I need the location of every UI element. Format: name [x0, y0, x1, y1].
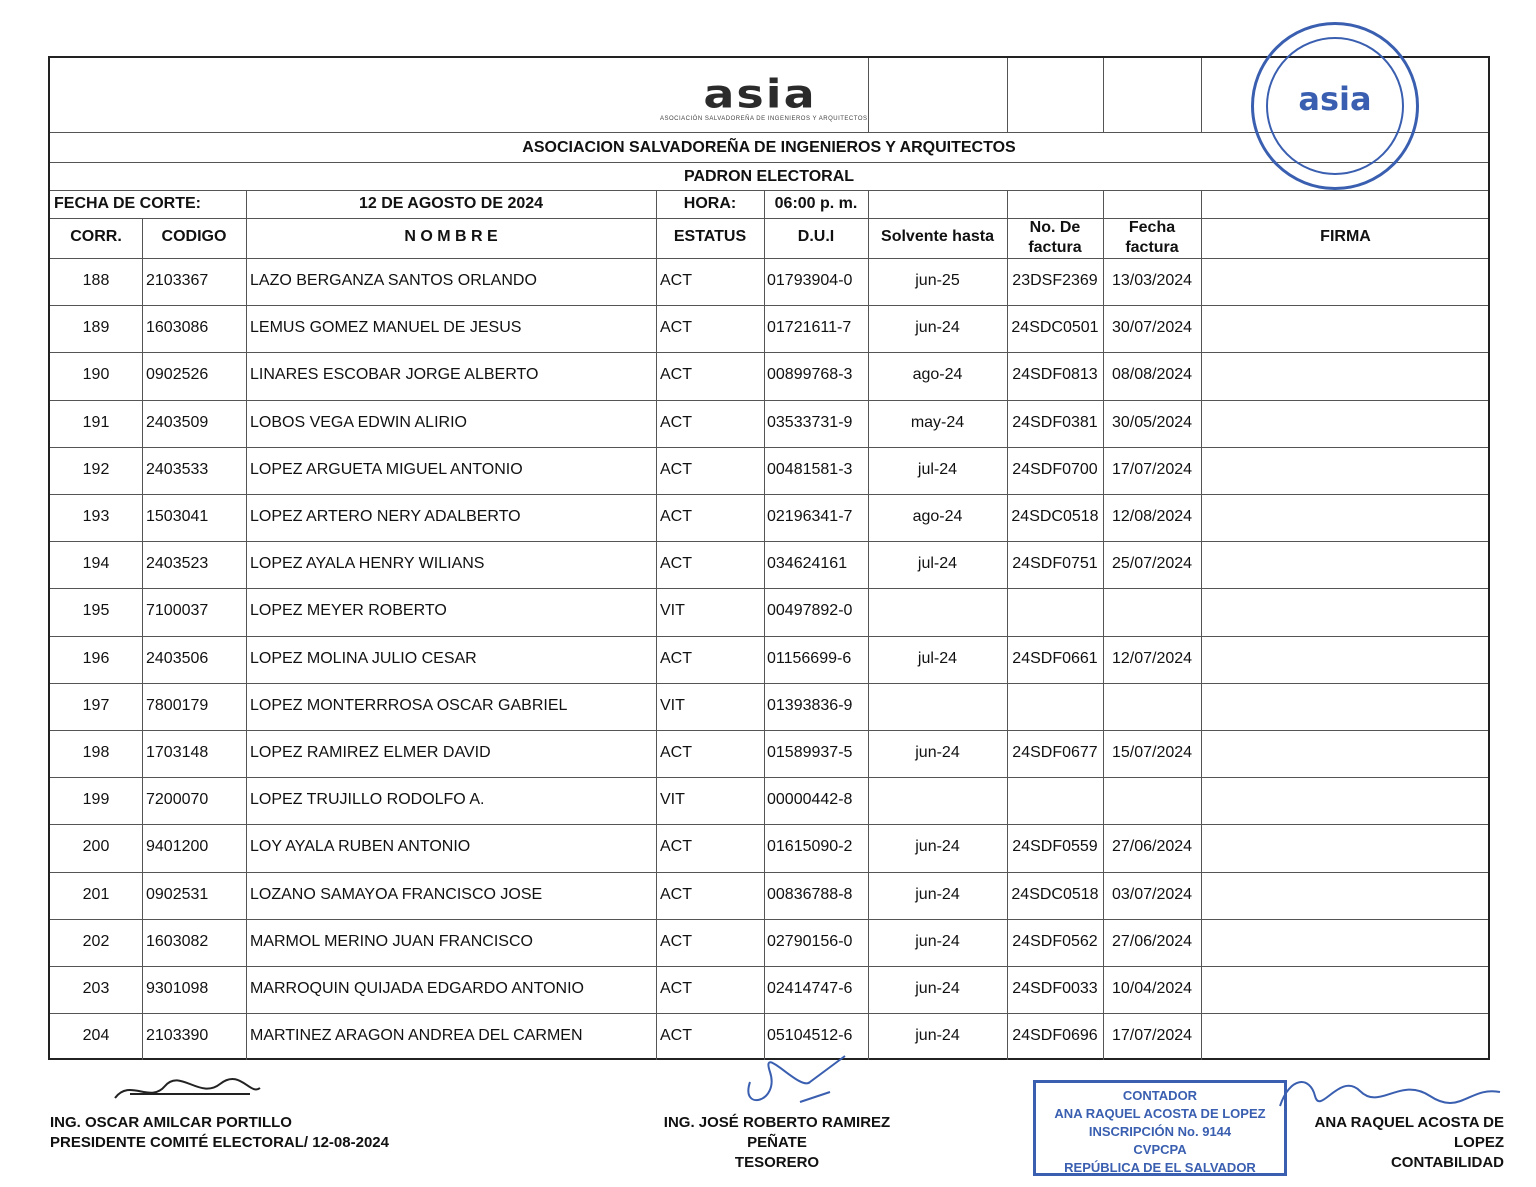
cell-corr: 202: [82, 932, 110, 950]
cell-firma: [1201, 826, 1490, 869]
cell-firma: [1201, 779, 1490, 822]
row-divider: [50, 919, 1488, 920]
cell-factura: 24SDF0033: [1012, 980, 1098, 997]
cell-estatus: ACT: [660, 932, 692, 950]
row-divider: [50, 1013, 1488, 1014]
cell-solvente: jul-24: [917, 460, 958, 478]
cell-fecha: 17/07/2024: [1111, 460, 1193, 478]
col-factura-fecha-line1: Fecha: [1128, 219, 1176, 236]
cell-firma: [1201, 307, 1490, 350]
grid-line: [50, 258, 1488, 259]
row-divider: [50, 683, 1488, 684]
cell-fecha: 27/06/2024: [1111, 932, 1193, 950]
cell-codigo: 2103390: [146, 1027, 209, 1045]
cell-firma: [1201, 496, 1490, 539]
cell-dui: 03533731-9: [767, 413, 853, 431]
cell-dui: 01721611-7: [767, 319, 852, 337]
cell-codigo: 7200070: [146, 791, 209, 809]
cell-dui: 034624161: [767, 555, 848, 573]
cell-solvente: jul-24: [917, 555, 958, 573]
cell-codigo: 2403506: [146, 649, 209, 667]
cell-firma: [1201, 685, 1490, 728]
cell-dui: 00836788-8: [767, 885, 853, 903]
document-title: PADRON ELECTORAL: [683, 168, 855, 185]
row-divider: [50, 305, 1488, 306]
cell-factura: 24SDC0501: [1011, 319, 1099, 337]
cell-dui: 00481581-3: [767, 460, 853, 478]
row-divider: [50, 824, 1488, 825]
cell-corr: 192: [82, 460, 110, 478]
organization-title: ASOCIACION SALVADOREÑA DE INGENIEROS Y ARQUITECTOS: [522, 139, 1016, 156]
cell-nombre: LEMUS GOMEZ MANUEL DE JESUS: [250, 319, 522, 337]
cell-dui: 00000442-8: [767, 791, 853, 809]
row-divider: [50, 541, 1488, 542]
cell-fecha: 30/05/2024: [1111, 413, 1193, 431]
cell-dui: 01393836-9: [767, 696, 853, 714]
cell-solvente: jun-24: [915, 980, 960, 997]
row-divider: [50, 494, 1488, 495]
cell-dui: 01793904-0: [767, 272, 853, 289]
cell-nombre: MARTINEZ ARAGON ANDREA DEL CARMEN: [250, 1027, 583, 1045]
row-divider: [50, 352, 1488, 353]
cell-fecha: 08/08/2024: [1111, 366, 1193, 384]
cell-codigo: 2103367: [146, 272, 209, 289]
treasurer-name: ING. JOSÉ ROBERTO RAMIREZ PEÑATE: [663, 1114, 891, 1151]
cell-nombre: LOPEZ MONTERRROSA OSCAR GABRIEL: [250, 696, 568, 714]
col-firma: FIRMA: [1320, 228, 1371, 245]
treasurer-signature-block: [632, 1113, 922, 1173]
cell-estatus: ACT: [660, 319, 692, 337]
cell-dui: 01156699-6: [767, 649, 852, 667]
cell-solvente: jun-24: [915, 319, 960, 337]
col-corr: CORR.: [70, 228, 122, 245]
accountant-signature-block: [1266, 1113, 1504, 1173]
cell-estatus: ACT: [660, 885, 692, 903]
cell-nombre: LOPEZ ARTERO NERY ADALBERTO: [250, 508, 521, 525]
row-divider: [50, 872, 1488, 873]
cell-nombre: MARMOL MERINO JUAN FRANCISCO: [250, 932, 533, 950]
cell-nombre: LOY AYALA RUBEN ANTONIO: [250, 838, 471, 856]
time-value: 06:00 p. m.: [774, 195, 858, 212]
cell-estatus: ACT: [660, 272, 692, 289]
cell-factura: 24SDF0677: [1012, 744, 1098, 761]
cell-solvente: jun-24: [915, 838, 960, 856]
cell-factura: 24SDC0518: [1011, 508, 1099, 525]
cell-codigo: 9301098: [146, 980, 209, 997]
time-label: HORA:: [683, 195, 737, 212]
cell-corr: 196: [82, 649, 110, 667]
cell-codigo: 2403509: [146, 413, 209, 431]
cell-corr: 194: [82, 555, 110, 573]
cell-codigo: 1603082: [146, 932, 209, 950]
cell-codigo: 7100037: [146, 602, 209, 620]
cell-nombre: LOPEZ MEYER ROBERTO: [250, 602, 447, 620]
col-factura-no-line1: No. De: [1029, 219, 1081, 236]
treasurer-role: TESORERO: [734, 1154, 820, 1171]
cell-corr: 200: [82, 838, 110, 856]
cell-fecha: 12/07/2024: [1111, 649, 1193, 667]
seal-word: asia: [1298, 80, 1372, 118]
cutoff-label: FECHA DE CORTE:: [54, 195, 201, 212]
cell-fecha: 13/03/2024: [1111, 272, 1193, 289]
cell-factura: 24SDF0813: [1012, 366, 1098, 384]
cell-factura: 23DSF2369: [1012, 272, 1098, 289]
cell-nombre: LOBOS VEGA EDWIN ALIRIO: [250, 413, 467, 431]
cutoff-date: 12 DE AGOSTO DE 2024: [358, 195, 544, 212]
grid-line: [246, 190, 247, 1060]
cell-dui: 01589937-5: [767, 744, 853, 761]
cell-firma: [1201, 968, 1490, 1011]
cell-firma: [1201, 260, 1490, 303]
cell-nombre: LOZANO SAMAYOA FRANCISCO JOSE: [250, 885, 543, 903]
col-nombre: N O M B R E: [404, 228, 498, 245]
stamp-line-2: ANA RAQUEL ACOSTA DE LOPEZ: [1054, 1106, 1266, 1121]
cell-corr: 203: [82, 980, 110, 997]
cell-fecha: 03/07/2024: [1111, 885, 1193, 903]
cell-nombre: LOPEZ ARGUETA MIGUEL ANTONIO: [250, 460, 523, 478]
cell-firma: [1201, 354, 1490, 397]
cell-codigo: 2403533: [146, 460, 209, 478]
logo-tagline: ASOCIACIÓN SALVADOREÑA DE INGENIEROS Y ARQUITECTOS: [660, 116, 868, 122]
cell-firma: [1201, 732, 1490, 775]
cell-solvente: jun-24: [915, 744, 960, 761]
cell-estatus: ACT: [660, 649, 692, 667]
cell-dui: 00497892-0: [767, 602, 853, 620]
cell-codigo: 0902531: [146, 885, 209, 903]
treasurer-signature: [740, 1052, 860, 1112]
cell-factura: 24SDF0381: [1012, 413, 1098, 431]
cell-factura: 24SDF0700: [1012, 460, 1098, 478]
cell-estatus: ACT: [660, 980, 692, 997]
president-name: ING. OSCAR AMILCAR PORTILLO: [50, 1114, 292, 1131]
accountant-name: ANA RAQUEL ACOSTA DE LOPEZ: [1314, 1114, 1504, 1151]
cell-factura: 24SDF0661: [1012, 649, 1098, 667]
accountant-role: CONTABILIDAD: [1390, 1154, 1504, 1171]
cell-solvente: ago-24: [912, 366, 963, 384]
asia-seal: [1251, 22, 1419, 190]
cell-fecha: 10/04/2024: [1111, 980, 1193, 997]
cell-firma: [1201, 543, 1490, 586]
accountant-stamp: [1033, 1080, 1287, 1176]
cell-codigo: 0902526: [146, 366, 209, 384]
row-divider: [50, 777, 1488, 778]
col-factura-fecha-line2: factura: [1125, 239, 1179, 256]
cell-corr: 193: [82, 508, 110, 525]
cell-nombre: LOPEZ RAMIREZ ELMER DAVID: [250, 744, 491, 761]
grid-line: [142, 218, 143, 1060]
cell-corr: 201: [82, 885, 110, 903]
cell-nombre: LOPEZ TRUJILLO RODOLFO A.: [250, 791, 485, 809]
cell-codigo: 1703148: [146, 744, 209, 761]
cell-firma: [1201, 638, 1490, 681]
cell-corr: 190: [82, 366, 110, 384]
cell-corr: 204: [82, 1027, 110, 1045]
cell-codigo: 9401200: [146, 838, 209, 856]
electoral-roll-table: [48, 56, 1490, 1060]
cell-dui: 05104512-6: [767, 1027, 853, 1045]
cell-solvente: jun-24: [915, 1027, 960, 1045]
cell-factura: 24SDC0518: [1011, 885, 1099, 903]
cell-estatus: ACT: [660, 460, 692, 478]
cell-firma: [1201, 402, 1490, 445]
grid-line: [1201, 58, 1202, 132]
cell-codigo: 1503041: [146, 508, 209, 525]
cell-fecha: 15/07/2024: [1111, 744, 1193, 761]
accountant-signature: [1270, 1066, 1510, 1116]
cell-corr: 197: [82, 696, 110, 714]
cell-nombre: LINARES ESCOBAR JORGE ALBERTO: [250, 366, 539, 384]
row-divider: [50, 730, 1488, 731]
cell-fecha: 27/06/2024: [1111, 838, 1193, 856]
cell-estatus: ACT: [660, 508, 692, 525]
cell-dui: 01615090-2: [767, 838, 853, 856]
logo-word: asia: [703, 71, 817, 117]
grid-line: [868, 58, 869, 132]
cell-factura: 24SDF0751: [1012, 555, 1098, 573]
col-factura-fecha: [1103, 218, 1201, 258]
cell-estatus: ACT: [660, 555, 692, 573]
grid-line: [1007, 58, 1008, 132]
cell-firma: [1201, 874, 1490, 917]
cell-estatus: ACT: [660, 366, 692, 384]
col-factura-no: [1007, 218, 1103, 258]
cell-nombre: LOPEZ MOLINA JULIO CESAR: [250, 649, 477, 667]
president-role: PRESIDENTE COMITÉ ELECTORAL/ 12-08-2024: [50, 1134, 389, 1151]
stamp-line-3: INSCRIPCIÓN No. 9144: [1088, 1124, 1232, 1139]
cell-factura: 24SDF0696: [1012, 1027, 1098, 1045]
cell-codigo: 1603086: [146, 319, 209, 337]
cell-codigo: 2403523: [146, 555, 209, 573]
row-divider: [50, 447, 1488, 448]
col-factura-no-line2: factura: [1028, 239, 1082, 256]
cell-dui: 02414747-6: [767, 980, 853, 997]
cell-estatus: VIT: [660, 696, 685, 714]
col-codigo: CODIGO: [161, 228, 227, 245]
cell-fecha: 17/07/2024: [1111, 1027, 1193, 1045]
cell-corr: 189: [82, 319, 110, 337]
row-divider: [50, 588, 1488, 589]
cell-corr: 195: [82, 602, 110, 620]
cell-firma: [1201, 590, 1490, 633]
col-solvente: Solvente hasta: [881, 228, 994, 245]
cell-firma: [1201, 1015, 1490, 1058]
cell-factura: 24SDF0562: [1012, 932, 1098, 950]
president-signature: [110, 1074, 270, 1110]
cell-solvente: jun-25: [915, 272, 960, 289]
cell-dui: 02196341-7: [767, 508, 853, 525]
asia-logo: [660, 71, 868, 122]
cell-corr: 188: [82, 272, 110, 289]
grid-line: [656, 190, 657, 1060]
row-divider: [50, 400, 1488, 401]
cell-nombre: LOPEZ AYALA HENRY WILIANS: [250, 555, 485, 573]
cell-corr: 191: [82, 413, 110, 431]
grid-line: [50, 190, 1488, 191]
cell-estatus: ACT: [660, 1027, 692, 1045]
cell-solvente: ago-24: [912, 508, 963, 525]
cell-estatus: ACT: [660, 413, 692, 431]
cell-firma: [1201, 921, 1490, 964]
cell-nombre: MARROQUIN QUIJADA EDGARDO ANTONIO: [250, 980, 584, 997]
stamp-line-4: CVPCPA: [1133, 1142, 1187, 1157]
cell-estatus: VIT: [660, 791, 685, 809]
grid-line: [1103, 58, 1104, 132]
cell-factura: 24SDF0559: [1012, 838, 1098, 856]
cell-solvente: jul-24: [917, 649, 958, 667]
cell-corr: 198: [82, 744, 110, 761]
grid-line: [764, 190, 765, 1060]
cell-estatus: ACT: [660, 744, 692, 761]
stamp-line-1: CONTADOR: [1122, 1088, 1198, 1103]
cell-estatus: VIT: [660, 602, 685, 620]
cell-fecha: 30/07/2024: [1111, 319, 1193, 337]
cell-firma: [1201, 449, 1490, 492]
cell-solvente: jun-24: [915, 885, 960, 903]
stamp-line-5: REPÚBLICA DE EL SALVADOR: [1064, 1160, 1256, 1175]
cell-codigo: 7800179: [146, 696, 209, 714]
row-divider: [50, 966, 1488, 967]
cell-corr: 199: [82, 791, 110, 809]
cell-dui: 02790156-0: [767, 932, 853, 950]
cell-nombre: LAZO BERGANZA SANTOS ORLANDO: [250, 272, 537, 289]
col-estatus: ESTATUS: [673, 228, 747, 245]
cell-solvente: jun-24: [915, 932, 960, 950]
cell-fecha: 12/08/2024: [1111, 508, 1193, 525]
row-divider: [50, 636, 1488, 637]
grid-line: [50, 218, 1488, 219]
cell-dui: 00899768-3: [767, 366, 853, 384]
cell-fecha: 25/07/2024: [1111, 555, 1193, 573]
col-dui: D.U.I: [797, 228, 835, 245]
president-signature-block: [50, 1113, 389, 1153]
cell-solvente: may-24: [910, 413, 965, 431]
cell-estatus: ACT: [660, 838, 692, 856]
